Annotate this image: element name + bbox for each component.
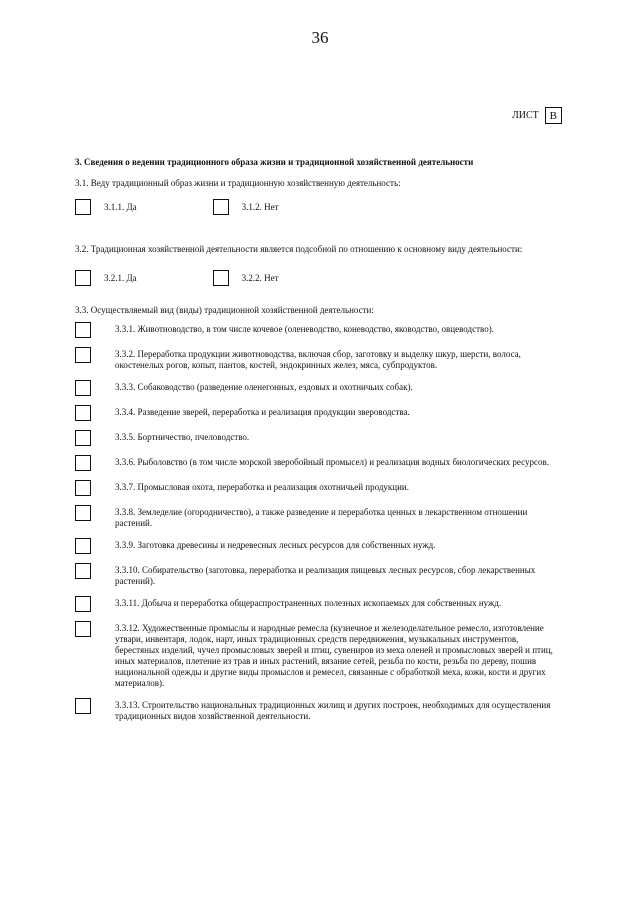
answer-label: 3.2.1. Да <box>104 272 137 283</box>
answer-label: 3.1.2. Нет <box>241 201 279 212</box>
activity-list <box>75 324 565 722</box>
form-section <box>75 157 565 733</box>
sheet-marker <box>512 107 562 124</box>
item-text: 3.3.4. Разведение зверей, переработка и реализация продукции звероводства. <box>115 407 410 417</box>
checkbox-3-3-5[interactable] <box>75 430 91 446</box>
list-item <box>75 349 565 371</box>
list-item <box>75 457 565 471</box>
checkbox-3-1-1[interactable] <box>75 199 91 215</box>
list-item <box>75 324 565 338</box>
question-3-3: 3.3. Осуществляемый вид (виды) традиционной хозяйственной деятельности: <box>75 305 374 315</box>
checkbox-3-3-11[interactable] <box>75 596 91 612</box>
answer-3-1-2 <box>213 199 279 215</box>
answer-3-2-2 <box>213 270 279 286</box>
checkbox-3-3-3[interactable] <box>75 380 91 396</box>
checkbox-3-2-2[interactable] <box>213 270 229 286</box>
answers-3-1 <box>75 199 565 215</box>
question-3-2: 3.2. Традиционная хозяйственной деятельности является подсобной по отношению к основному виду деятельности: <box>75 244 523 254</box>
sheet-code-box: В <box>545 107 562 124</box>
checkbox-3-3-7[interactable] <box>75 480 91 496</box>
item-text: 3.3.11. Добыча и переработка общераспространенных полезных ископаемых для собственных нужд. <box>115 598 502 608</box>
checkbox-3-3-6[interactable] <box>75 455 91 471</box>
list-item <box>75 382 565 396</box>
list-item <box>75 565 565 587</box>
list-item <box>75 540 565 554</box>
list-item <box>75 623 565 689</box>
checkbox-3-3-4[interactable] <box>75 405 91 421</box>
checkbox-3-3-2[interactable] <box>75 347 91 363</box>
section-title: 3. Сведения о ведении традиционного образа жизни и традиционной хозяйственной деятельности <box>75 157 474 167</box>
item-text: 3.3.5. Бортничество, пчеловодство. <box>115 432 250 442</box>
checkbox-3-3-10[interactable] <box>75 563 91 579</box>
checkbox-3-3-1[interactable] <box>75 322 91 338</box>
item-text: 3.3.1. Животноводство, в том числе кочевое (оленеводство, коневодство, яководство, овцеводство). <box>115 324 494 334</box>
checkbox-3-3-12[interactable] <box>75 621 91 637</box>
answer-label: 3.1.1. Да <box>104 201 137 212</box>
list-item <box>75 407 565 421</box>
item-text: 3.3.13. Строительство национальных традиционных жилищ и других построек, необходимых для осуществления традиционных видов хозяйственной деятельности. <box>115 700 551 721</box>
checkbox-3-2-1[interactable] <box>75 270 91 286</box>
item-text: 3.3.7. Промысловая охота, переработка и реализация охотничьей продукции. <box>115 482 410 492</box>
item-text: 3.3.8. Земледелие (огородничество), а также разведение и переработка ценных в лекарственном отношении растений. <box>115 507 528 528</box>
item-text: 3.3.2. Переработка продукции животноводства, включая сбор, заготовку и выделку шкур, шерсти, волоса, окостенелых рогов, копыт, пантов, костей, эндокринных желез, мяса, субпродуктов. <box>115 349 521 370</box>
answer-label: 3.2.2. Нет <box>241 272 279 283</box>
checkbox-3-3-13[interactable] <box>75 698 91 714</box>
checkbox-3-1-2[interactable] <box>213 199 229 215</box>
checkbox-3-3-9[interactable] <box>75 538 91 554</box>
answer-3-2-1 <box>75 270 137 286</box>
item-text: 3.3.10. Собирательство (заготовка, переработка и реализация пищевых лесных ресурсов, сбор лекарственных растений). <box>115 565 536 586</box>
list-item <box>75 432 565 446</box>
item-text: 3.3.9. Заготовка древесины и недревесных лесных ресурсов для собственных нужд. <box>115 540 436 550</box>
page-number: 36 <box>311 28 329 47</box>
question-3-1: 3.1. Веду традиционный образ жизни и традиционную хозяйственную деятельность: <box>75 178 401 188</box>
list-item <box>75 482 565 496</box>
answers-3-2 <box>75 270 565 286</box>
item-text: 3.3.12. Художественные промыслы и народные ремесла (кузнечное и железоделательное ремесло, изготовление утвари, инвентаря, лодок, нарт, иных традиционных средств передвижения, музыкальных инструментов, берестяных изделий, чучел промысловых зверей и птиц, сувениров из меха оленей и промысловых зверей и птиц, иных материалов, плетение из трав и иных растений, вязание сетей, резьба по кости, резьба по дереву, пошив национальной одежды и другие виды промыслов и ремесел, связанные с обработкой меха, кожи, кости и других материалов). <box>115 623 553 688</box>
item-text: 3.3.3. Собаководство (разведение оленегонных, ездовых и охотничьих собак). <box>115 382 413 392</box>
list-item <box>75 507 565 529</box>
item-text: 3.3.6. Рыболовство (в том числе морской зверобойный промысел) и реализация водных биологических ресурсов. <box>115 457 549 467</box>
list-item <box>75 598 565 612</box>
answer-3-1-1 <box>75 199 137 215</box>
sheet-label: ЛИСТ <box>512 110 539 121</box>
list-item <box>75 700 565 722</box>
checkbox-3-3-8[interactable] <box>75 505 91 521</box>
